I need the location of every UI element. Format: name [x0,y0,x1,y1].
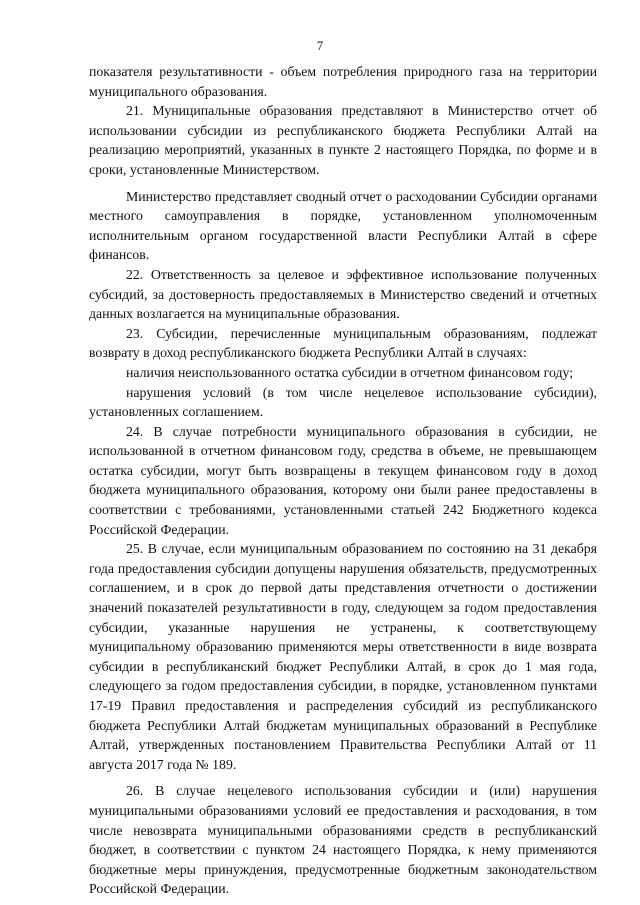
paragraph-25: 25. В случае, если муниципальным образованием по состоянию на 31 декабря года предоставления субсидии допущены нарушения обязательств, предусмотренных соглашением, и в срок до первой даты представления отчетности о достижении значений показателей результативности в году, следующем за годом предоставления субсидии, указанные нарушения не устранены, к соответствующему муниципальному образованию применяются меры ответственности в виде возврата субсидии в республиканский бюджет Республики Алтай, в срок до 1 мая года, следующего за годом предоставления субсидии, в порядке, установленном пунктами 17-19 Правил предоставления и распределения субсидий из республиканского бюджета Республики Алтай бюджетам муниципальных образований в Республике Алтай, утвержденных постановлением Правительства Республики Алтай от 11 августа 2017 года № 189. [89,541,597,772]
paragraph-continuation: показателя результативности - объем потребления природного газа на территории муниципального образования. [89,64,597,99]
paragraph-22: 22. Ответственность за целевое и эффективное использование полученных субсидий, за достоверность предоставляемых в Министерство сведений и отчетных данных возлагается на муниципальные образования. [89,266,597,322]
page-number: 7 [316,38,324,53]
paragraph-23-case-2: нарушения условий (в том числе нецелевое использование субсидии), установленных соглашением. [89,384,597,420]
paragraph-23-case-1: наличия неиспользованного остатка субсидии в отчетном финансовом году; [126,364,574,380]
paragraph-26: 26. В случае нецелевого использования субсидии и (или) нарушения муниципальными образованиями условий ее предоставления и расходования, в том числе невозврата муниципальными образованиями средств в республиканский бюджет, в соответствии с пунктом 24 настоящего Порядка, к нему применяются бюджетные меры принуждения, предусмотренные бюджетным законодательством Российской Федерации. [89,783,597,897]
paragraph-23: 23. Субсидии, перечисленные муниципальным образованиям, подлежат возврату в доход республиканского бюджета Республики Алтай в случаях: [89,325,597,361]
paragraph-21: 21. Муниципальные образования представляют в Министерство отчет об использовании субсидии из республиканского бюджета Республики Алтай на реализацию мероприятий, указанных в пункте 2 настоящего Порядка, по форме и в сроки, установленные Министерством. [89,103,597,177]
document-body [89,62,597,899]
paragraph-24: 24. В случае потребности муниципального образования в субсидии, не использованной в отчетном финансовом году, средства в объеме, не превышающем остатка субсидии, могут быть возвращены в текущем финансовом году в доход бюджета муниципального образования, которому они были ранее предоставлены в соответствии с требованиями, установленными статьей 242 Бюджетного кодекса Российской Федерации. [89,423,597,537]
paragraph-ministry-report: Министерство представляет сводный отчет о расходовании Субсидии органами местного самоуправления в порядке, установленном уполномоченным исполнительным органом государственной власти Республики Алтай в сфере финансов. [89,188,597,263]
